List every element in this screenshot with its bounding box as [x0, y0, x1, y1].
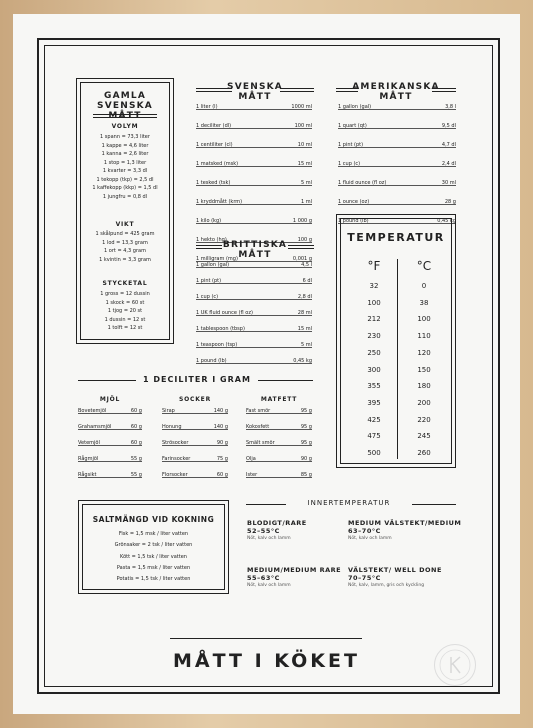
row-label: 1 tesked (tsk): [196, 180, 231, 186]
row-label: Ister: [246, 472, 258, 478]
row-label: Honung: [162, 424, 182, 430]
inner-rule-left: [246, 504, 286, 505]
inner-medium-rare-note: Nöt, kalv och lamm: [247, 583, 291, 588]
table-row: [196, 161, 312, 167]
list-item: 1 kappe = 4,6 liter: [101, 142, 149, 149]
table-row: [246, 408, 312, 414]
row-value: 4,5 l: [301, 262, 312, 268]
row-label: Kokosfett: [246, 424, 270, 430]
table-row: [196, 358, 312, 364]
row-label: 1 kryddmått (krm): [196, 199, 243, 205]
list-item: Potatis = 1,5 tsk / liter vatten: [116, 576, 191, 583]
row-value: 10 ml: [297, 142, 312, 148]
row-value: 85 g: [300, 472, 312, 478]
deciliter-rule-right: [258, 380, 313, 381]
row-value: 140 g: [213, 408, 228, 414]
list-item: 1 skock = 60 st: [105, 299, 145, 306]
table-row: [162, 424, 228, 430]
table-row: [338, 180, 456, 186]
row-label: 1 deciliter (dl): [196, 123, 232, 129]
row-label: 1 pound (lb): [196, 358, 227, 364]
table-row: [338, 123, 456, 129]
table-row: [246, 456, 312, 462]
amerikanska-title-1: AMERIKANSKA: [352, 82, 440, 92]
row-label: 1 gallon (gal): [196, 262, 230, 268]
fahrenheit-value: 300: [367, 365, 381, 374]
table-row: [338, 104, 456, 110]
table-row: [246, 440, 312, 446]
seal-watermark-icon: [434, 644, 476, 686]
saltmangd-box: [78, 500, 229, 594]
brittiska-title-2: MÅTT: [238, 250, 272, 260]
row-value: 1 000 g: [292, 218, 312, 224]
gamla-divider: [93, 114, 157, 118]
table-row: [196, 326, 312, 332]
row-value: 60 g: [130, 440, 142, 446]
inner-blodigt-temp: 52–55°C: [247, 527, 280, 535]
row-value: 28 ml: [297, 310, 312, 316]
celsius-heading: °C: [416, 259, 432, 273]
socker-heading: SOCKER: [179, 396, 211, 403]
table-row: [196, 278, 312, 284]
table-row: [196, 218, 312, 224]
row-value: 90 g: [216, 440, 228, 446]
row-value: 140 g: [213, 424, 228, 430]
row-label: 1 pint (pt): [196, 278, 222, 284]
inner-medium-valstekt-note: Nöt, kalv och lamm: [348, 536, 392, 541]
fahrenheit-value: 230: [367, 332, 381, 341]
row-value: 9,5 dl: [441, 123, 456, 129]
list-item: 1 kvintin = 3,3 gram: [99, 256, 151, 263]
list-item: 1 skålpund = 425 gram: [95, 231, 155, 237]
row-label: 1 matsked (msk): [196, 161, 239, 167]
row-label: 1 UK fluid ounce (fl oz): [196, 310, 253, 316]
row-value: 0,45 kg: [437, 218, 456, 224]
row-value: 15 ml: [297, 326, 312, 332]
list-item: Kött = 1,5 tsk / liter vatten: [120, 553, 187, 560]
fahrenheit-value: 250: [367, 348, 381, 357]
gamla-title-1: GAMLA: [103, 91, 146, 101]
inner-valstekt-temp: 70–75°C: [348, 574, 381, 582]
row-value: 5 ml: [300, 180, 312, 186]
deciliter-title: 1 DECILITER I GRAM: [143, 375, 251, 384]
celsius-value: 150: [417, 365, 431, 374]
saltmangd-list: [83, 529, 224, 585]
table-row: [78, 424, 142, 430]
page-title: MÅTT I KÖKET: [173, 650, 360, 672]
row-label: Smält smör: [246, 440, 275, 446]
row-label: 1 quart (qt): [338, 123, 367, 129]
amerikanska-title-2: MÅTT: [379, 92, 413, 102]
fahrenheit-value: 100: [367, 298, 381, 307]
table-row: [162, 440, 228, 446]
table-row: [196, 294, 312, 300]
table-row: [338, 199, 456, 205]
inner-valstekt: [348, 566, 442, 589]
table-row: [196, 104, 312, 110]
row-value: 55 g: [130, 456, 142, 462]
list-item: 1 stop = 1,3 liter: [103, 159, 147, 166]
fahrenheit-heading: °F: [367, 259, 381, 273]
inner-valstekt-heading: VÄLSTEKT/ WELL DONE: [348, 566, 442, 574]
row-label: 1 cup (c): [338, 161, 361, 167]
mjol-heading: MJÖL: [99, 396, 121, 403]
celsius-value: 180: [417, 382, 431, 391]
fahrenheit-value: 355: [367, 382, 381, 391]
inner-medium-rare: [247, 566, 341, 589]
fahrenheit-value: 425: [367, 415, 381, 424]
row-value: 1 ml: [300, 199, 312, 205]
list-item: 1 kvarter = 3,3 dl: [102, 168, 148, 174]
title-rule: [170, 638, 362, 639]
row-label: 1 liter (l): [196, 104, 218, 110]
row-value: 6 dl: [302, 278, 312, 284]
list-item: Grönsaker = 2 tsk / liter vatten: [114, 542, 193, 549]
list-item: 1 dussin = 12 st: [104, 316, 146, 323]
table-row: [78, 408, 142, 414]
table-row: [196, 142, 312, 148]
list-item: 1 kanna = 2,6 liter: [101, 151, 149, 157]
table-row: [246, 424, 312, 430]
table-row: [338, 142, 456, 148]
inner-rule-right: [412, 504, 456, 505]
row-label: 1 hekto (hg): [196, 237, 227, 243]
celsius-value: 200: [417, 398, 431, 407]
celsius-value: 120: [417, 348, 431, 357]
gamla-svenska-matt-box: [76, 78, 174, 344]
row-label: Bovetemjöl: [78, 408, 107, 414]
table-row: [78, 440, 142, 446]
fahrenheit-value: 500: [367, 449, 381, 457]
volym-list: [81, 133, 169, 201]
table-row: [338, 161, 456, 167]
row-value: 4,7 dl: [441, 142, 456, 148]
celsius-value: 38: [419, 298, 429, 307]
row-value: 55 g: [130, 472, 142, 478]
list-item: 1 tekopp (tkp) = 2,5 dl: [96, 176, 154, 183]
celsius-value: 260: [417, 449, 431, 457]
celsius-value: 110: [417, 332, 431, 341]
table-row: [196, 123, 312, 129]
row-value: 75 g: [216, 456, 228, 462]
list-item: 1 jungfru = 0,8 dl: [102, 193, 148, 200]
table-row: [246, 472, 312, 478]
row-label: Vetemjöl: [78, 440, 100, 446]
list-item: 1 tolft = 12 st: [107, 325, 143, 331]
gamla-title-2: SVENSKA MÅTT: [97, 101, 153, 121]
row-label: 1 cup (c): [196, 294, 219, 300]
row-value: 100 g: [297, 237, 312, 243]
row-label: Florsocker: [162, 472, 188, 478]
table-row: [162, 456, 228, 462]
fahrenheit-value: 395: [367, 398, 381, 407]
table-row: [196, 262, 312, 268]
matfett-heading: MATFETT: [260, 396, 298, 403]
deciliter-rule-left: [78, 380, 136, 381]
temperatur-title: TEMPERATUR: [347, 231, 445, 244]
table-row: [196, 180, 312, 186]
list-item: 1 gross = 12 dussin: [100, 291, 150, 297]
row-value: 60 g: [130, 408, 142, 414]
row-label: 1 pound (lb): [338, 218, 369, 224]
innertemperatur-title: INNERTEMPERATUR: [307, 499, 391, 507]
row-value: 60 g: [216, 472, 228, 478]
table-row: [78, 472, 142, 478]
list-item: 1 spann = 73,3 liter: [100, 134, 150, 140]
row-label: Strösocker: [162, 440, 189, 446]
fahrenheit-value: 212: [367, 315, 381, 324]
fahrenheit-value: 475: [367, 432, 381, 441]
table-row: [162, 472, 228, 478]
row-label: 1 teaspoon (tsp): [196, 342, 238, 348]
inner-medium-valstekt: [348, 519, 461, 542]
stycketal-heading: STYCKETAL: [102, 280, 148, 287]
row-value: 15 ml: [297, 161, 312, 167]
row-value: 28 g: [444, 199, 456, 205]
inner-blodigt: [247, 519, 307, 542]
row-value: 3,8 l: [445, 104, 456, 110]
inner-blodigt-note: Nöt, kalv och lamm: [247, 536, 291, 541]
row-label: 1 tablespoon (tbsp): [196, 326, 245, 332]
celsius-value: 100: [417, 315, 431, 324]
list-item: Pasta = 1,5 msk / liter vatten: [116, 564, 191, 571]
inner-medium-valstekt-temp: 63–70°C: [348, 527, 381, 535]
row-label: Olja: [246, 456, 256, 462]
stycketal-list: [81, 290, 169, 333]
inner-medium-valstekt-heading: MEDIUM VÄLSTEKT/MEDIUM: [348, 519, 462, 527]
volym-heading: VOLYM: [111, 123, 139, 130]
temperatur-divider: [397, 259, 398, 459]
fahrenheit-value: 32: [369, 282, 379, 290]
row-label: 1 fluid ounce (fl oz): [338, 180, 387, 186]
row-value: 100 ml: [294, 123, 312, 129]
inner-blodigt-heading: BLODIGT/RARE: [247, 519, 307, 527]
inner-valstekt-note: Nöt, kalv, lamm, gris och kyckling: [348, 583, 425, 588]
row-label: Rågsikt: [78, 472, 97, 478]
inner-medium-rare-temp: 55–63°C: [247, 574, 280, 582]
list-item: 1 kaffekopp (kkp) = 1,5 dl: [92, 185, 158, 191]
row-label: Fast smör: [246, 408, 271, 414]
svenska-title-1: SVENSKA: [227, 82, 283, 92]
row-value: 90 g: [300, 456, 312, 462]
row-label: 1 gallon (gal): [338, 104, 372, 110]
row-label: Farinsocker: [162, 456, 191, 462]
svenska-title-2: MÅTT: [238, 92, 272, 102]
list-item: 1 tjog = 20 st: [107, 308, 143, 314]
table-row: [196, 310, 312, 316]
row-label: Sirap: [162, 408, 175, 414]
row-value: 1000 ml: [291, 104, 312, 110]
row-value: 0,001 g: [292, 256, 312, 262]
celsius-value: 220: [417, 415, 431, 424]
saltmangd-title: SALTMÄNGD VID KOKNING: [92, 515, 215, 524]
list-item: 1 lod = 13,3 gram: [102, 239, 148, 246]
inner-medium-rare-heading: MEDIUM/MEDIUM RARE: [247, 566, 342, 574]
row-value: 60 g: [130, 424, 142, 430]
vikt-list: [81, 230, 169, 264]
list-item: 1 ort = 4,3 gram: [104, 248, 146, 254]
row-value: 30 ml: [441, 180, 456, 186]
temperatur-box: [336, 214, 456, 468]
list-item: Fisk = 1,5 msk / liter vatten: [118, 531, 189, 537]
row-value: 0,45 kg: [293, 358, 312, 364]
row-value: 95 g: [300, 424, 312, 430]
row-label: 1 centiliter (cl): [196, 142, 233, 148]
vikt-heading: VIKT: [115, 221, 135, 228]
table-row: [196, 199, 312, 205]
row-value: 2,4 dl: [441, 161, 456, 167]
row-label: 1 milligram (mg): [196, 256, 238, 262]
row-value: 95 g: [300, 408, 312, 414]
table-row: [78, 456, 142, 462]
row-label: 1 kilo (kg): [196, 218, 222, 224]
row-label: 1 ounce (oz): [338, 199, 370, 205]
table-row: [196, 342, 312, 348]
row-value: 2,8 dl: [297, 294, 312, 300]
celsius-value: 245: [417, 432, 431, 441]
table-row: [162, 408, 228, 414]
row-label: Rågmjöl: [78, 456, 99, 462]
row-label: Grahamsmjöl: [78, 424, 112, 430]
brittiska-title-1: BRITTISKA: [222, 240, 288, 250]
row-value: 5 ml: [300, 342, 312, 348]
celsius-value: 0: [421, 282, 427, 290]
row-label: 1 pint (pt): [338, 142, 364, 148]
row-value: 95 g: [300, 440, 312, 446]
